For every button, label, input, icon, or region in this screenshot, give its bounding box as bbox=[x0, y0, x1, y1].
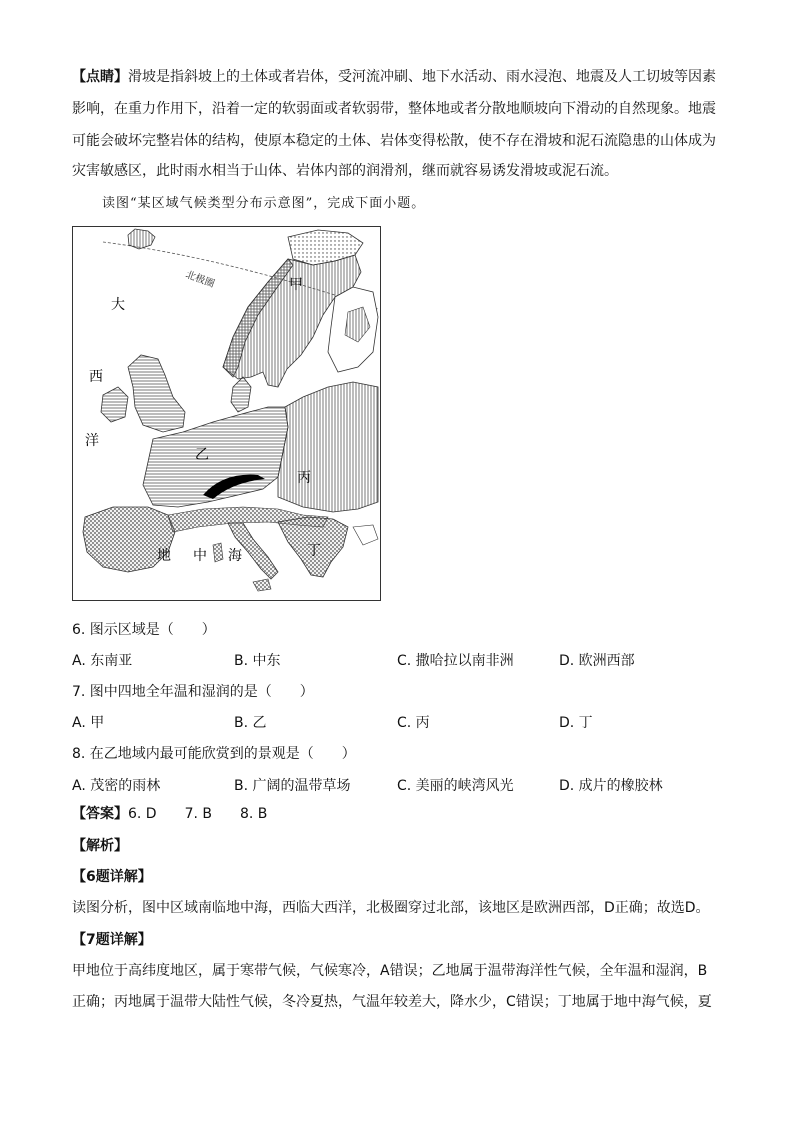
point-jia-label: 甲 bbox=[289, 277, 303, 293]
turkey-edge-shape bbox=[353, 525, 378, 545]
climate-map bbox=[72, 226, 381, 601]
hint-line-2: 影响，在重力作用下，沿着一定的软弱面或者软弱带，整体地或者分散地顺坡向下滑动的自然现象。地震 bbox=[72, 101, 716, 117]
q8-option-a: A. 茂密的雨林 bbox=[72, 778, 161, 794]
point-ding-label: 丁 bbox=[307, 543, 321, 559]
detail-6-label: 【6题详解】 bbox=[72, 869, 152, 885]
q7-option-c: C. 丙 bbox=[397, 715, 430, 731]
hint-label: 【点睛】 bbox=[72, 69, 128, 85]
denmark-shape bbox=[231, 377, 251, 412]
q7-option-b: B. 乙 bbox=[234, 715, 267, 731]
answer-line bbox=[72, 804, 267, 824]
ireland-shape bbox=[101, 387, 128, 422]
answer-label: 【答案】 bbox=[72, 806, 128, 822]
analysis-label: 【解析】 bbox=[72, 838, 128, 854]
question-7-stem: 7. 图中四地全年温和湿润的是（ ） bbox=[72, 684, 314, 700]
sea-label-1: 地 bbox=[157, 548, 171, 564]
question-8-stem: 8. 在乙地域内最可能欣赏到的景观是（ ） bbox=[72, 746, 356, 762]
britain-shape bbox=[128, 355, 185, 432]
q7-option-a: A. 甲 bbox=[72, 715, 105, 731]
detail-7-line-2: 正确；丙地属于温带大陆性气候，冬冷夏热，气温年较差大，降水少，C错误；丁地属于地中海气候，夏 bbox=[72, 994, 712, 1010]
ocean-label-1: 大 bbox=[111, 297, 125, 313]
sicily-shape bbox=[253, 579, 271, 591]
q7-option-d: D. 丁 bbox=[559, 715, 593, 731]
continental-climate-region bbox=[278, 382, 378, 512]
point-bing-label: 丙 bbox=[297, 470, 311, 486]
q6-option-d: D. 欧洲西部 bbox=[559, 653, 635, 669]
point-yi-label: 乙 bbox=[195, 447, 209, 463]
q8-option-b: B. 广阔的温带草场 bbox=[234, 778, 351, 794]
q6-option-c: C. 撒哈拉以南非洲 bbox=[397, 653, 514, 669]
question-6-stem: 6. 图示区域是（ ） bbox=[72, 622, 216, 638]
q6-option-b: B. 中东 bbox=[234, 653, 281, 669]
detail-7-line-1: 甲地位于高纬度地区，属于寒带气候，气候寒冷，A错误；乙地属于温带海洋性气候，全年温和湿润，B bbox=[72, 963, 708, 979]
ocean-label-3: 洋 bbox=[85, 433, 99, 449]
q8-option-c: C. 美丽的峡湾风光 bbox=[397, 778, 514, 794]
q8-option-d: D. 成片的橡胶林 bbox=[559, 778, 663, 794]
hint-line-4: 灾害敏感区，此时雨水相当于山体、岩体内部的润滑剂，继而就容易诱发滑坡或泥石流。 bbox=[72, 163, 618, 179]
q6-option-a: A. 东南亚 bbox=[72, 653, 133, 669]
sardinia-shape bbox=[213, 543, 223, 562]
detail-7-label: 【7题详解】 bbox=[72, 932, 152, 948]
hint-line-1: 【点睛】滑坡是指斜坡上的土体或者岩体，受河流冲刷、地下水活动、雨水浸泡、地震及人工切坡等因素 bbox=[72, 69, 716, 85]
iceland-shape bbox=[128, 229, 155, 249]
sea-label-2: 中 bbox=[193, 548, 207, 564]
ocean-label-2: 西 bbox=[89, 369, 103, 385]
detail-6-text: 读图分析，图中区域南临地中海，西临大西洋，北极圈穿过北部，该地区是欧洲西部，D正确；故选D。 bbox=[72, 900, 710, 916]
sea-label-3: 海 bbox=[228, 548, 242, 564]
map-caption: 读图“某区域气候类型分布示意图”，完成下面小题。 bbox=[102, 196, 426, 211]
hint-line-3: 可能会破坏完整岩体的结构，使原本稳定的土体、岩体变得松散，使不存在滑坡和泥石流隐患的山体成为 bbox=[72, 133, 716, 149]
arctic-circle-label: 北极圈 bbox=[183, 269, 216, 291]
answer-text: 6. D 7. B 8. B bbox=[128, 806, 268, 822]
